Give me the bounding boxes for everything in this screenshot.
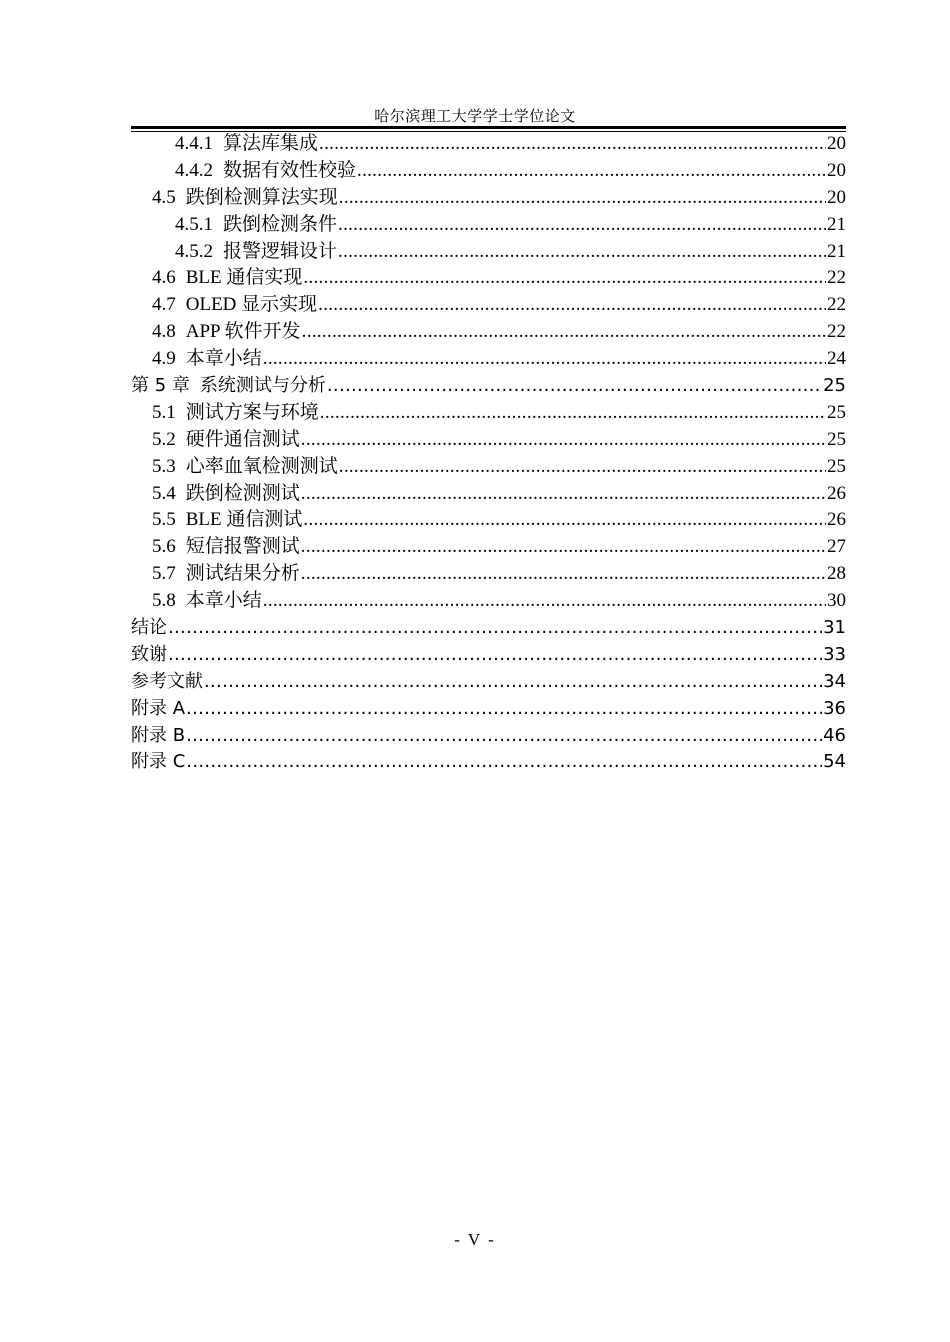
- toc-entry[interactable]: [131, 373, 846, 400]
- toc-entry-page: 33: [823, 643, 846, 665]
- toc-entry-title: 致谢: [131, 643, 167, 665]
- toc-entry[interactable]: [131, 561, 846, 588]
- toc-dot-leader: [301, 481, 826, 508]
- toc-entry-title: 参考文献: [131, 670, 203, 692]
- toc-entry-label: [175, 212, 337, 239]
- toc-entry-title: 报警逻辑设计: [223, 240, 338, 262]
- toc-entry-page: 22: [827, 321, 846, 343]
- toc-entry[interactable]: [131, 185, 846, 212]
- toc-entry[interactable]: [131, 319, 846, 346]
- toc-entry-title: APP 软件开发: [185, 321, 301, 343]
- toc-entry[interactable]: [131, 588, 846, 615]
- toc-entry[interactable]: [131, 292, 846, 319]
- toc-entry-page: 25: [827, 401, 846, 423]
- toc-entry-title: 系统测试与分析: [199, 375, 326, 397]
- toc-entry-title: 心率血氧检测测试: [185, 455, 338, 477]
- toc-entry-label: [131, 373, 326, 400]
- toc-dot-leader: [301, 561, 826, 588]
- toc-entry[interactable]: [131, 507, 846, 534]
- toc-dot-leader: [301, 427, 826, 454]
- toc-entry-page: 20: [827, 159, 846, 181]
- toc-dot-leader: [168, 642, 822, 669]
- toc-entry-page: 27: [827, 536, 846, 558]
- toc-entry-label: [152, 265, 302, 292]
- toc-entry-label: [175, 131, 318, 158]
- toc-entry[interactable]: [131, 427, 846, 454]
- toc-entry[interactable]: [131, 265, 846, 292]
- toc-dot-leader: [186, 696, 822, 723]
- toc-dot-leader: [339, 185, 826, 212]
- toc-entry[interactable]: [131, 346, 846, 373]
- toc-entry-page: 24: [827, 348, 846, 370]
- table-of-contents: [131, 131, 846, 776]
- toc-entry[interactable]: [131, 642, 846, 669]
- toc-entry-number: 5.2: [152, 428, 176, 450]
- toc-entry-number: 4.5: [152, 186, 176, 208]
- toc-entry-number: 5.5: [152, 509, 176, 531]
- toc-entry-page: 30: [827, 590, 846, 612]
- toc-entry-label: [152, 185, 338, 212]
- toc-entry-title: BLE 通信实现: [185, 267, 303, 289]
- toc-entry-title: 跌倒检测条件: [223, 213, 338, 235]
- toc-dot-leader: [357, 158, 826, 185]
- toc-entry-label: [131, 749, 185, 776]
- toc-entry[interactable]: [131, 615, 846, 642]
- toc-dot-leader: [301, 534, 826, 561]
- toc-dot-leader: [186, 723, 822, 750]
- toc-entry-label: [175, 158, 356, 185]
- toc-entry-number: 5.4: [152, 482, 176, 504]
- toc-entry[interactable]: [131, 749, 846, 776]
- toc-entry-page: 22: [827, 294, 846, 316]
- toc-entry-label: [152, 454, 338, 481]
- toc-entry-title: 跌倒检测测试: [185, 482, 300, 504]
- toc-entry[interactable]: [131, 212, 846, 239]
- toc-entry-number: 5.7: [152, 563, 176, 585]
- toc-entry-label: [175, 239, 337, 266]
- toc-entry-number: 5.8: [152, 590, 176, 612]
- toc-entry-label: [131, 696, 185, 723]
- toc-entry-number: 4.7: [152, 294, 176, 316]
- toc-entry-page: 31: [823, 617, 846, 639]
- toc-entry-title: 测试方案与环境: [185, 401, 319, 423]
- toc-dot-leader: [339, 454, 826, 481]
- toc-entry[interactable]: [131, 239, 846, 266]
- toc-entry-title: OLED 显示实现: [185, 294, 318, 316]
- toc-entry-page: 46: [823, 724, 846, 746]
- toc-entry-title: 结论: [131, 617, 167, 639]
- toc-entry[interactable]: [131, 669, 846, 696]
- toc-entry-page: 21: [827, 213, 846, 235]
- toc-entry[interactable]: [131, 454, 846, 481]
- toc-entry-title: 测试结果分析: [185, 563, 300, 585]
- toc-entry-page: 28: [827, 563, 846, 585]
- toc-entry-label: [152, 427, 300, 454]
- toc-entry-title: 本章小结: [185, 590, 262, 612]
- toc-entry[interactable]: [131, 723, 846, 750]
- header-rule-thick: [131, 126, 846, 129]
- toc-entry-title: 跌倒检测算法实现: [185, 186, 338, 208]
- toc-entry-title: 硬件通信测试: [185, 428, 300, 450]
- toc-entry[interactable]: [131, 158, 846, 185]
- toc-entry-label: [131, 615, 167, 642]
- toc-entry-title: 附录 B: [131, 724, 186, 746]
- running-header-title: 哈尔滨理工大学学士学位论文: [374, 109, 576, 125]
- toc-entry-title: 本章小结: [185, 348, 262, 370]
- toc-entry-title: 算法库集成: [223, 133, 319, 154]
- toc-entry[interactable]: [131, 400, 846, 427]
- toc-entry-label: [152, 319, 301, 346]
- toc-entry-page: 26: [827, 482, 846, 504]
- toc-entry-page: 25: [827, 428, 846, 450]
- toc-entry-page: 25: [827, 455, 846, 477]
- toc-dot-leader: [327, 373, 822, 400]
- toc-entry-number: 4.6: [152, 267, 176, 289]
- toc-entry[interactable]: [131, 481, 846, 508]
- toc-entry-label: [152, 481, 300, 508]
- toc-entry-number: 5.6: [152, 536, 176, 558]
- toc-entry-title: 数据有效性校验: [223, 159, 357, 181]
- toc-dot-leader: [186, 749, 822, 776]
- toc-entry-page: 21: [827, 240, 846, 262]
- toc-entry[interactable]: [131, 534, 846, 561]
- toc-entry-number: 4.9: [152, 348, 176, 370]
- toc-entry-label: [152, 346, 262, 373]
- toc-entry-label: [152, 400, 319, 427]
- toc-dot-leader: [303, 265, 826, 292]
- toc-entry-label: [152, 534, 300, 561]
- toc-entry-label: [131, 669, 203, 696]
- toc-dot-leader: [319, 131, 826, 158]
- toc-dot-leader: [302, 319, 826, 346]
- toc-dot-leader: [303, 507, 826, 534]
- toc-entry-number: 4.4.2: [175, 159, 213, 181]
- page-number: - V -: [454, 1230, 496, 1249]
- toc-dot-leader: [338, 239, 826, 266]
- toc-dot-leader: [263, 346, 826, 373]
- toc-entry-title: BLE 通信测试: [185, 509, 303, 531]
- toc-dot-leader: [318, 292, 826, 319]
- toc-dot-leader: [168, 615, 822, 642]
- toc-entry-page: 26: [827, 509, 846, 531]
- toc-entry-label: [131, 642, 167, 669]
- toc-dot-leader: [320, 400, 826, 427]
- toc-entry-label: [152, 561, 300, 588]
- toc-entry-number: 4.4.1: [175, 133, 213, 154]
- toc-dot-leader: [204, 669, 822, 696]
- toc-entry[interactable]: [131, 696, 846, 723]
- toc-dot-leader: [338, 212, 826, 239]
- toc-entry-label: [152, 588, 262, 615]
- toc-entry-page: 34: [823, 670, 846, 692]
- toc-entry[interactable]: [131, 131, 846, 158]
- toc-entry-number: 4.5.1: [175, 213, 213, 235]
- toc-entry-title: 附录 C: [131, 751, 186, 773]
- toc-entry-label: [152, 292, 317, 319]
- toc-dot-leader: [263, 588, 826, 615]
- toc-entry-page: 25: [823, 375, 846, 397]
- toc-entry-page: 20: [827, 133, 846, 154]
- toc-entry-number: 第 5 章: [131, 375, 190, 397]
- toc-entry-page: 36: [823, 697, 846, 719]
- toc-entry-title: 短信报警测试: [185, 536, 300, 558]
- toc-entry-number: 5.3: [152, 455, 176, 477]
- toc-entry-page: 22: [827, 267, 846, 289]
- toc-entry-page: 54: [823, 751, 846, 773]
- toc-entry-title: 附录 A: [131, 697, 186, 719]
- toc-entry-label: [152, 507, 302, 534]
- toc-entry-number: 4.8: [152, 321, 176, 343]
- toc-entry-label: [131, 723, 185, 750]
- toc-entry-page: 20: [827, 186, 846, 208]
- toc-entry-number: 4.5.2: [175, 240, 213, 262]
- toc-entry-number: 5.1: [152, 401, 176, 423]
